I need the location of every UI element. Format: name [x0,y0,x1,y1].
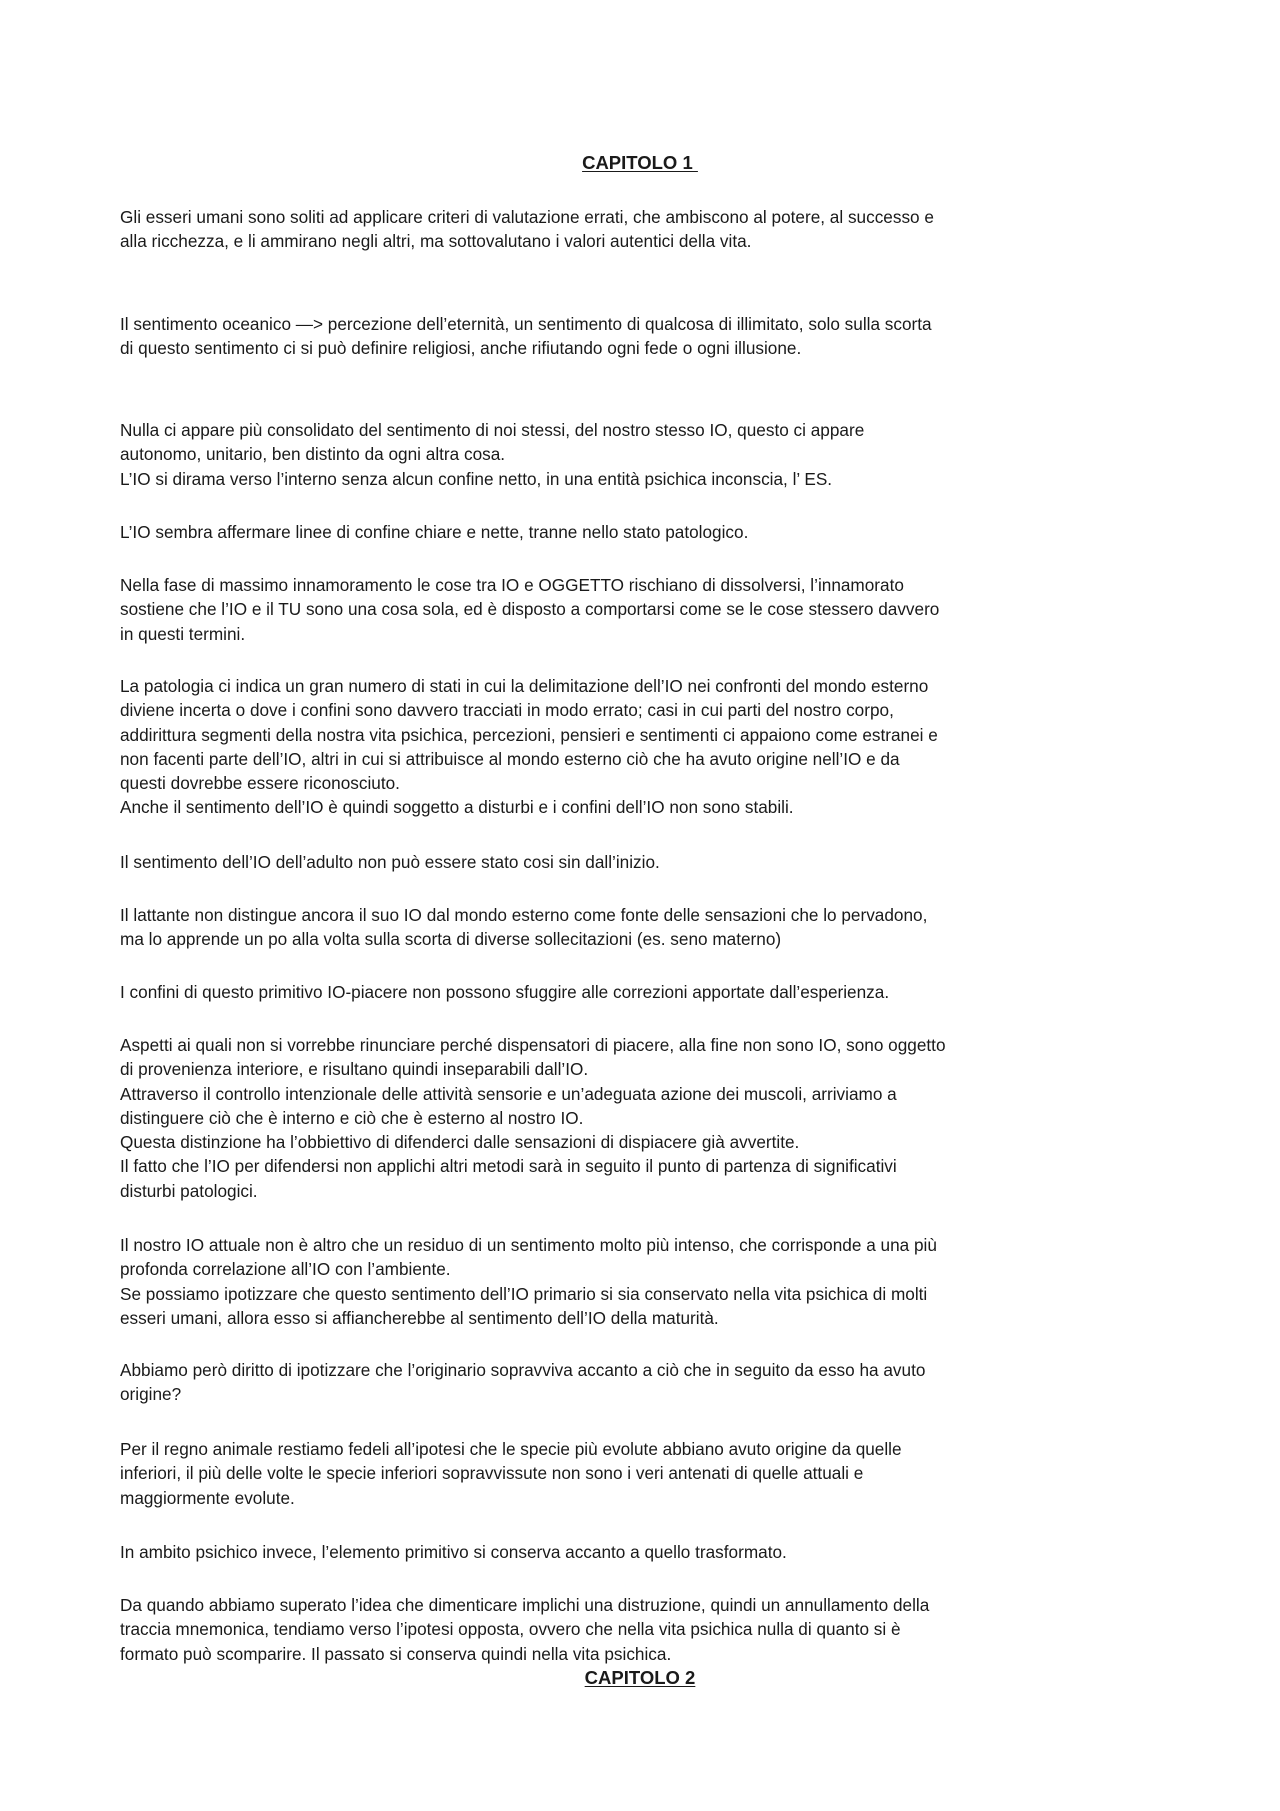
paragraph-1 [120,205,1170,254]
paragraph-5 [120,573,1170,646]
paragraph-10 [120,1033,1170,1203]
paragraph-7 [120,850,1170,874]
paragraph-line: Il lattante non distingue ancora il suo IO dal mondo esterno come fonte delle sensazioni che lo pervadono, [120,905,928,925]
paragraph-line: Da quando abbiamo superato l’idea che dimenticare implichi una distruzione, quindi un annullamento della [120,1595,930,1615]
paragraph-line: Se possiamo ipotizzare che questo sentimento dell’IO primario si sia conservato nella vita psichica di molti [120,1283,928,1304]
paragraph-2 [120,312,1170,361]
paragraph-line: Per il regno animale restiamo fedeli all’ipotesi che le specie più evolute abbiano avuto origine da quelle [120,1439,902,1459]
paragraph-line: I confini di questo primitivo IO-piacere non possono sfuggire alle correzioni apportate dall’esperienza. [120,982,890,1002]
paragraph-line: Il fatto che l’IO per difendersi non applichi altri metodi sarà in seguito il punto di partenza di significativi [120,1156,897,1177]
paragraph-line: disturbi patologici. [120,1180,258,1201]
paragraph-3 [120,418,1170,491]
paragraph-8 [120,903,1170,952]
paragraph-line: L’IO si dirama verso l’interno senza alcun confine netto, in una entità psichica inconscia, l’ ES. [120,468,833,489]
paragraph-15 [120,1593,1170,1666]
paragraph-4 [120,520,1170,544]
chapter-1-title: CAPITOLO 1 [582,152,698,173]
paragraph-line: distinguere ciò che è interno e ciò che è esterno al nostro IO. [120,1107,584,1128]
paragraph-line: La patologia ci indica un gran numero di stati in cui la delimitazione dell’IO nei confronti del mondo esterno [120,676,929,696]
paragraph-line: Abbiamo però diritto di ipotizzare che l’originario sopravviva accanto a ciò che in seguito da esso ha avuto [120,1360,926,1380]
paragraph-line: Nella fase di massimo innamoramento le cose tra IO e OGGETTO rischiano di dissolversi, l’innamorato [120,575,904,595]
paragraph-line: Gli esseri umani sono soliti ad applicare criteri di valutazione errati, che ambiscono al potere, al successo e [120,207,934,227]
paragraph-14 [120,1540,1170,1564]
paragraph-line: Il nostro IO attuale non è altro che un residuo di un sentimento molto più intenso, che corrisponde a una più [120,1235,937,1255]
paragraph-line: non facenti parte dell’IO, altri in cui si attribuisce al mondo esterno ciò che ha avuto origine nell’IO e da [120,748,900,769]
paragraph-line: diviene incerta o dove i confini sono davvero tracciati in modo errato; casi in cui parti del nostro corpo, [120,700,894,721]
paragraph-line: Questa distinzione ha l’obbiettivo di difenderci dalle sensazioni di dispiacere già avvertite. [120,1132,800,1153]
chapter-2-title: CAPITOLO 2 [584,1667,696,1688]
paragraph-line: formato può scomparire. Il passato si conserva quindi nella vita psichica. [120,1643,672,1664]
paragraph-9 [120,980,1170,1004]
paragraph-line: In ambito psichico invece, l’elemento primitivo si conserva accanto a quello trasformato. [120,1542,787,1562]
paragraph-line: di provenienza interiore, e risultano quindi inseparabili dall’IO. [120,1059,589,1080]
paragraph-line: Aspetti ai quali non si vorrebbe rinunciare perché dispensatori di piacere, alla fine non sono IO, sono oggetto [120,1035,946,1055]
paragraph-line: Attraverso il controllo intenzionale delle attività sensorie e un’adeguata azione dei muscoli, arriviamo a [120,1083,897,1104]
paragraph-line: origine? [120,1384,182,1405]
paragraph-line: questi dovrebbe essere riconosciuto. [120,773,400,794]
paragraph-line: inferiori, il più delle volte le specie inferiori sopravvissute non sono i veri antenati di quelle attuali e [120,1463,864,1484]
paragraph-line: in questi termini. [120,623,246,644]
paragraph-6 [120,674,1170,820]
paragraph-line: di questo sentimento ci si può definire religiosi, anche rifiutando ogni fede o ogni illusione. [120,338,802,359]
paragraph-line: profonda correlazione all’IO con l’ambiente. [120,1259,451,1280]
paragraph-line: Anche il sentimento dell’IO è quindi soggetto a disturbi e i confini dell’IO non sono stabili. [120,797,794,818]
paragraph-line: autonomo, unitario, ben distinto da ogni altra cosa. [120,444,506,465]
paragraph-11 [120,1233,1170,1330]
paragraph-line: Nulla ci appare più consolidato del sentimento di noi stessi, del nostro stesso IO, questo ci appare [120,420,865,440]
paragraph-13 [120,1437,1170,1510]
paragraph-line: alla ricchezza, e li ammirano negli altri, ma sottovalutano i valori autentici della vita. [120,231,752,252]
paragraph-line: L’IO sembra affermare linee di confine chiare e nette, tranne nello stato patologico. [120,522,749,542]
paragraph-line: Il sentimento dell’IO dell’adulto non può essere stato cosi sin dall’inizio. [120,852,660,872]
paragraph-12 [120,1358,1170,1407]
paragraph-line: Il sentimento oceanico —> percezione dell’eternità, un sentimento di qualcosa di illimitato, solo sulla scorta [120,314,932,334]
paragraph-line: ma lo apprende un po alla volta sulla scorta di diverse sollecitazioni (es. seno materno) [120,929,782,950]
paragraph-line: traccia mnemonica, tendiamo verso l’ipotesi opposta, ovvero che nella vita psichica nulla di quanto si è [120,1619,901,1640]
paragraph-line: esseri umani, allora esso si affiancherebbe al sentimento dell’IO della maturità. [120,1307,719,1328]
paragraph-line: addirittura segmenti della nostra vita psichica, percezioni, pensieri e sentimenti ci appaiono come estranei e [120,724,938,745]
paragraph-line: maggiormente evolute. [120,1487,295,1508]
paragraph-line: sostiene che l’IO e il TU sono una cosa sola, ed è disposto a comportarsi come se le cose stessero davvero [120,599,940,620]
